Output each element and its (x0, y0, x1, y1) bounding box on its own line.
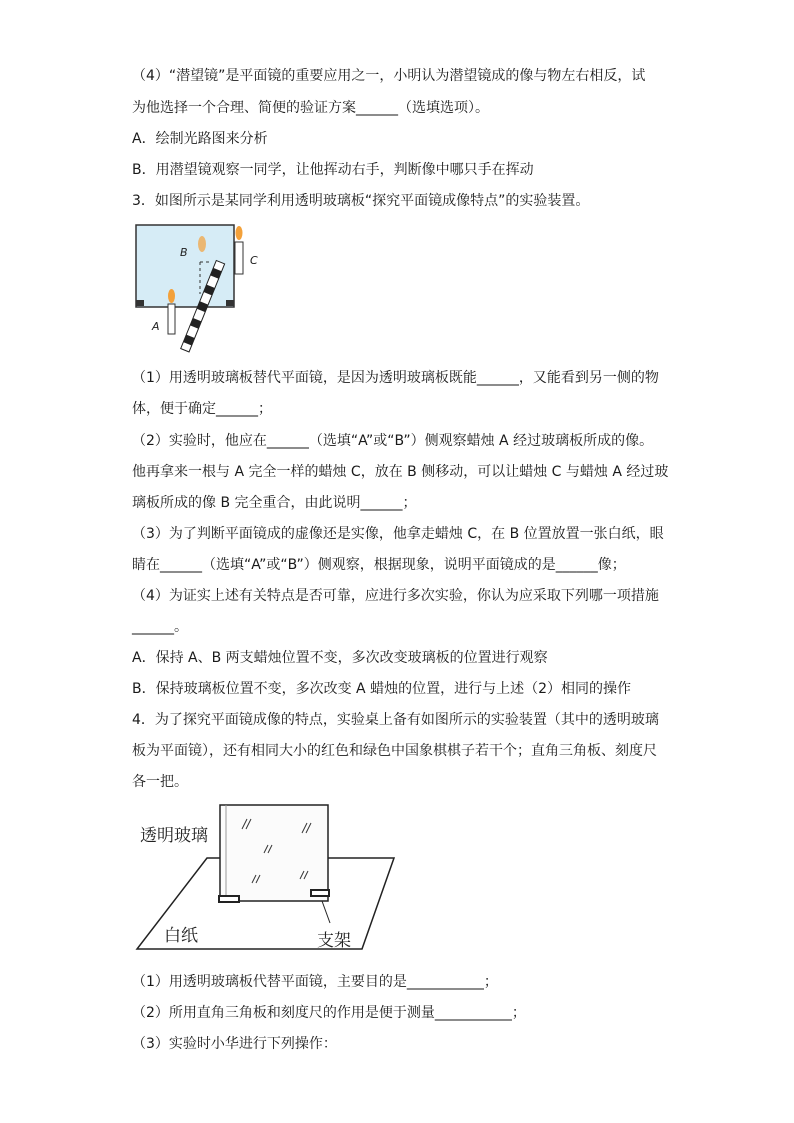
q3-candle-figure (132, 222, 282, 357)
q4-glass-figure (132, 803, 402, 955)
q-prev-part4-line1: （4）“潜望镜”是平面镜的重要应用之一，小明认为潜望镜成的像与物左右相反，试 (132, 68, 646, 84)
glass-plate (220, 805, 328, 901)
q3-sub3-line2: 睛在______（选填“A”或“B”）侧观察，根据现象，说明平面镜成的是______像； (132, 557, 626, 573)
q4-label-glass: 透明玻璃 (140, 826, 208, 846)
q4-sub3: （3）实验时小华进行下列操作： (132, 1036, 337, 1052)
q3-sub2-line3: 璃板所成的像 B 完全重合，由此说明______； (132, 495, 417, 511)
q4-label-stand: 支架 (317, 931, 351, 951)
q4-stem-line3: 各一把。 (132, 774, 188, 790)
q3-sub3-line1: （3）为了判断平面镜成的虚像还是实像，他拿走蜡烛 C，在 B 位置放置一张白纸，眼 (132, 526, 664, 542)
q3-sub2-line2: 他再拿来一根与 A 完全一样的蜡烛 C，放在 B 侧移动，可以让蜡烛 C 与蜡烛 A 经过玻 (132, 464, 669, 480)
q3-option-b: B．保持玻璃板位置不变，多次改变 A 蜡烛的位置，进行与上述（2）相同的操作 (132, 681, 631, 697)
q4-stem-line1: 4．为了探究平面镜成像的特点，实验桌上备有如图所示的实验装置（其中的透明玻璃 (132, 712, 659, 728)
q3-option-a: A．保持 A、B 两支蜡烛位置不变，多次改变玻璃板的位置进行观察 (132, 650, 548, 666)
q4-label-paper: 白纸 (164, 926, 198, 946)
q-prev-part4-line2: 为他选择一个合理、简便的验证方案______（选填选项）。 (132, 100, 489, 116)
q3-label-a: A (152, 320, 160, 333)
q3-sub1-line1: （1）用透明玻璃板替代平面镜，是因为透明玻璃板既能______，又能看到另一侧的物 (132, 370, 659, 386)
q3-sub4-line2: ______。 (132, 619, 188, 635)
q-prev-option-b: B．用潜望镜观察一同学，让他挥动右手，判断像中哪只手在挥动 (132, 162, 534, 178)
q3-sub1-line2: 体，便于确定______； (132, 401, 272, 417)
q4-sub1: （1）用透明玻璃板代替平面镜，主要目的是___________； (132, 974, 498, 990)
q3-stem: 3．如图所示是某同学利用透明玻璃板“探究平面镜成像特点”的实验装置。 (132, 193, 590, 209)
q4-stem-line2: 板为平面镜），还有相同大小的红色和绿色中国象棋棋子若干个；直角三角板、刻度尺 (132, 743, 657, 759)
q4-sub2: （2）所用直角三角板和刻度尺的作用是便于测量___________； (132, 1005, 526, 1021)
q3-sub4-line1: （4）为证实上述有关特点是否可靠，应进行多次实验，你认为应采取下列哪一项措施 (132, 588, 659, 604)
q3-sub2-line1: （2）实验时，他应在______（选填“A”或“B”）侧观察蜡烛 A 经过玻璃板所成的像。 (132, 433, 654, 449)
q3-label-b: B (180, 246, 188, 259)
q3-label-c: C (250, 254, 258, 267)
q-prev-option-a: A．绘制光路图来分析 (132, 131, 268, 147)
